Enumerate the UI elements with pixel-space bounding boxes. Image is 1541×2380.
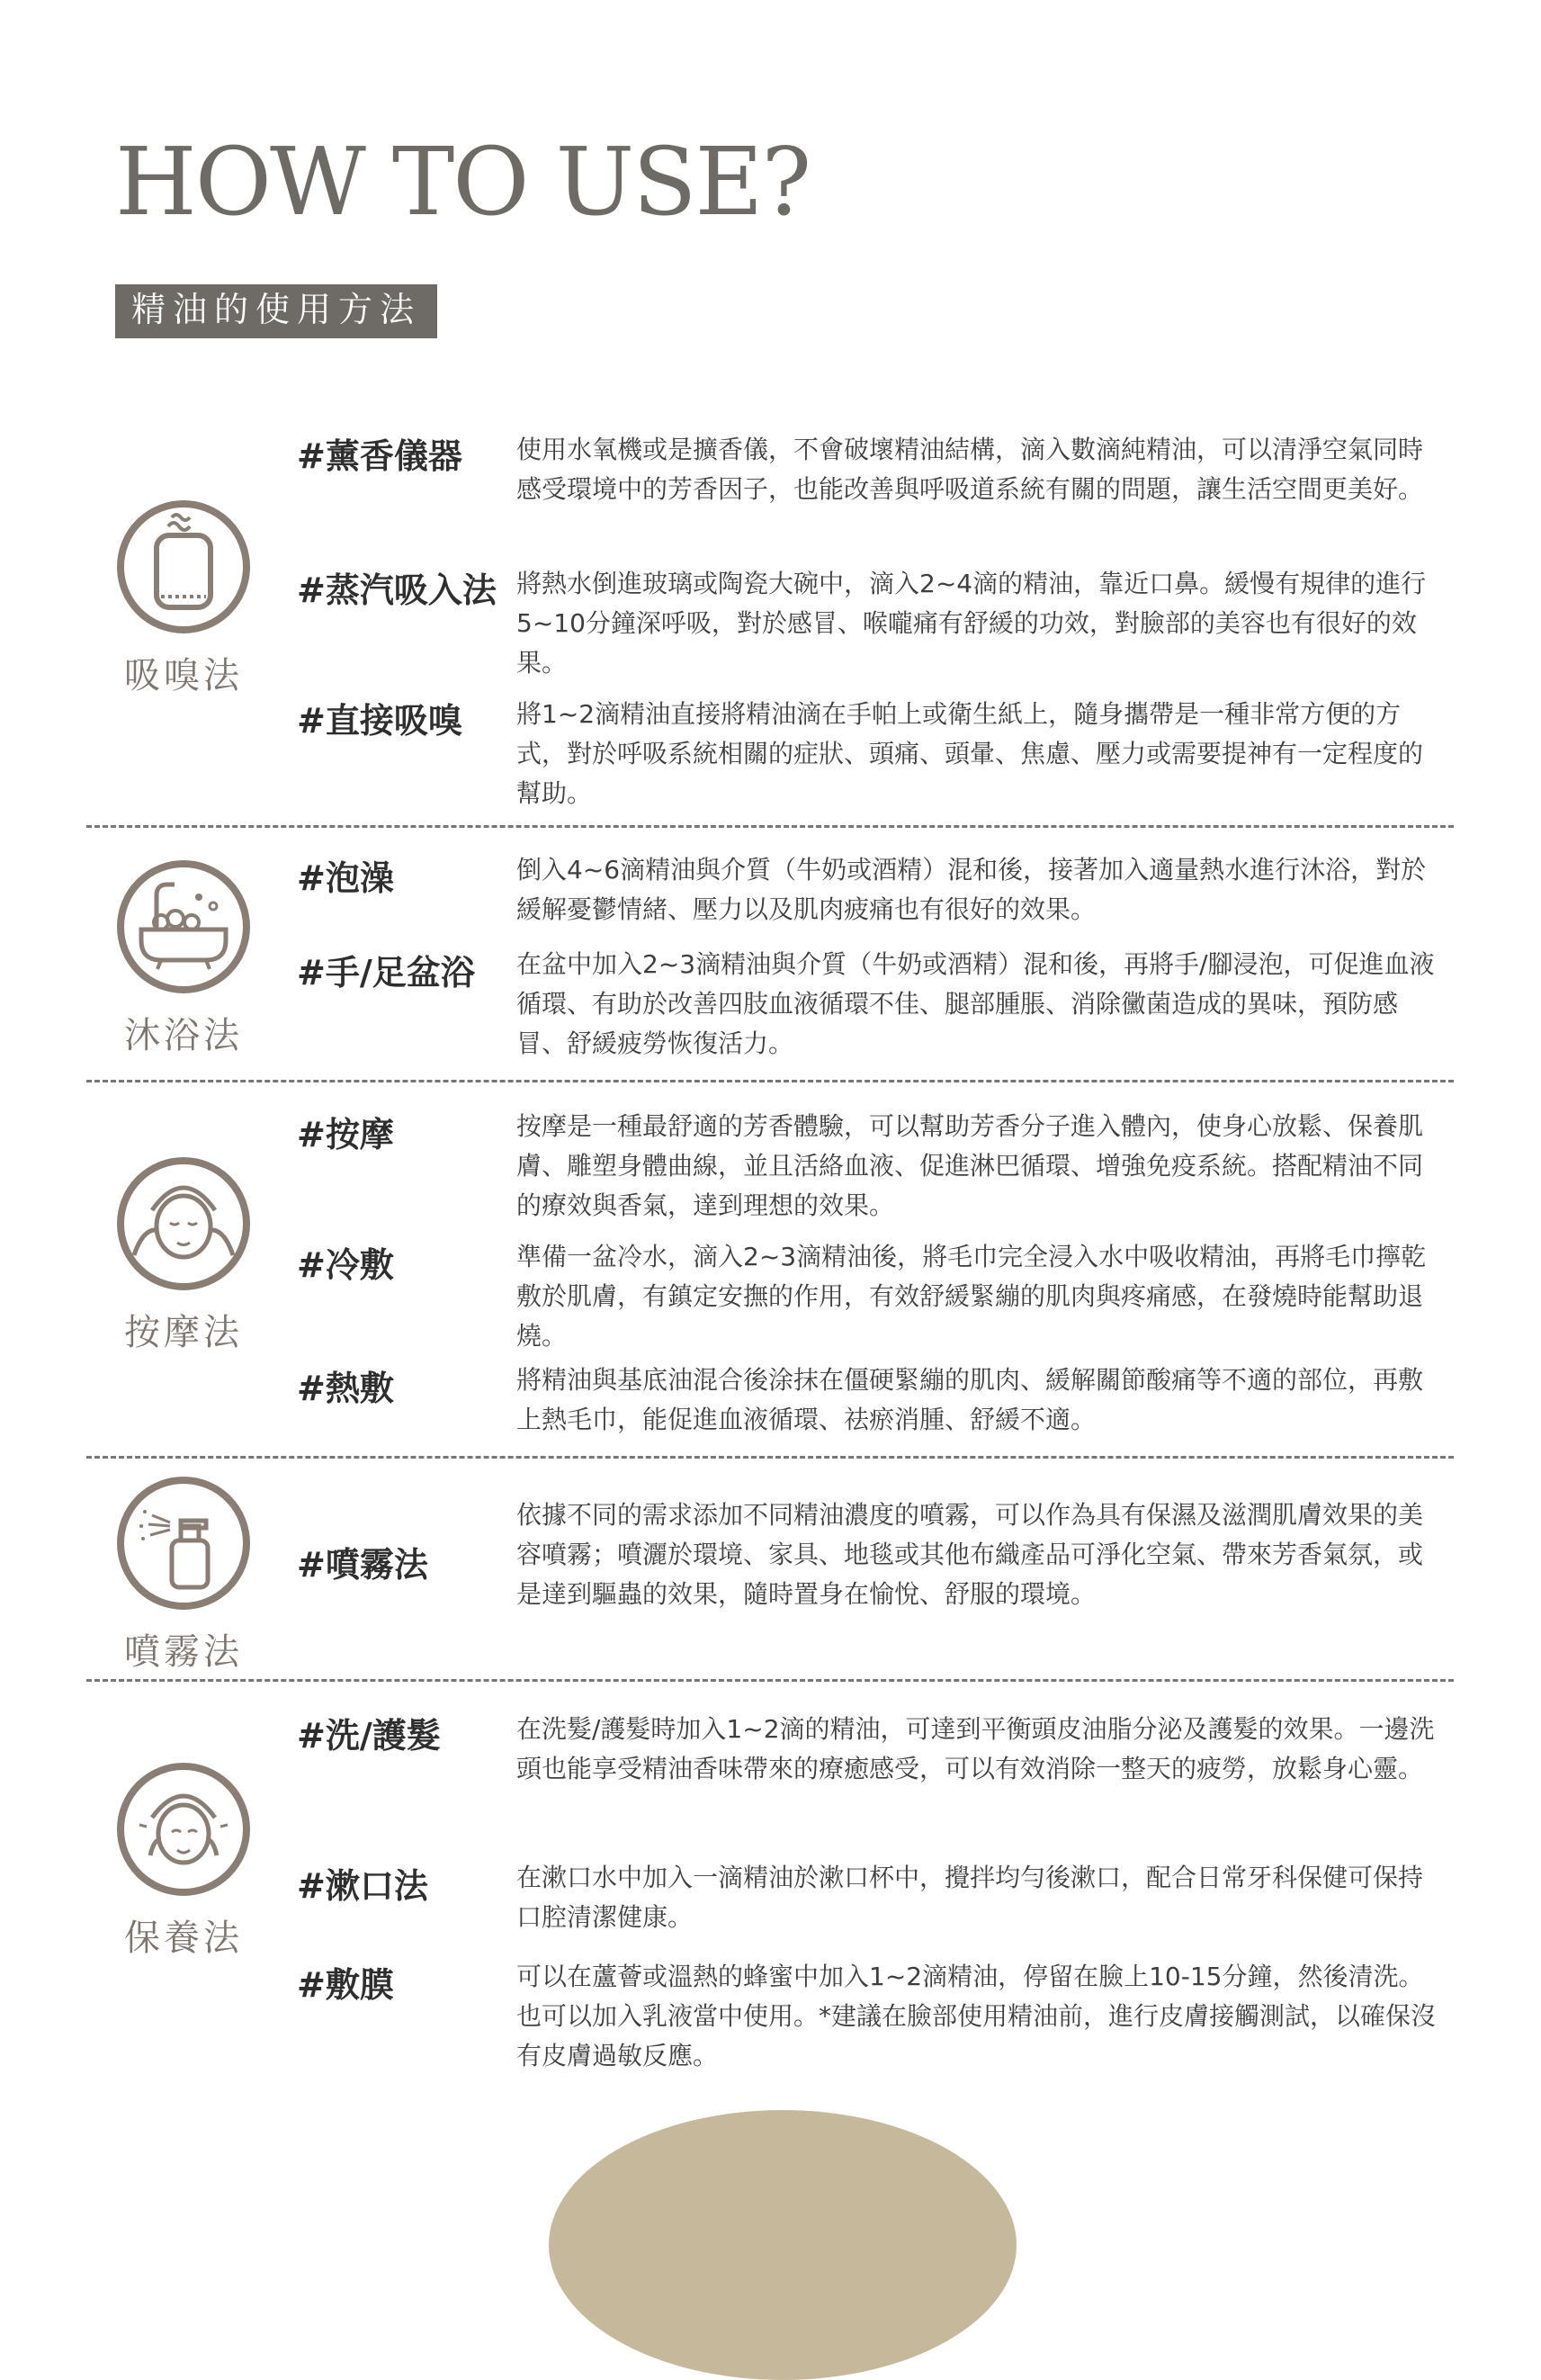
diffuser-icon	[116, 499, 251, 634]
item-title: #敷膜	[297, 1965, 394, 2005]
item-description: 將1~2滴精油直接將精油滴在手帕上或衛生紙上，隨身攜帶是一種非常方便的方式，對於呼吸系統相關的症狀、頭痛、頭暈、焦慮、壓力或需要提神有一定程度的幫助。	[516, 699, 1424, 808]
section-divider	[86, 825, 1454, 828]
item-title: #直接吸嗅	[297, 701, 462, 741]
item-description: 在洗髮/護髮時加入1~2滴的精油，可達到平衡頭皮油脂分泌及護髮的效果。一邊洗頭也能享受精油香味帶來的療癒感受，可以有效消除一整天的疲勞，放鬆身心靈。	[516, 1714, 1435, 1783]
item-title: #噴霧法	[297, 1545, 428, 1585]
item-title: #泡澡	[297, 858, 394, 898]
bathtub-icon	[116, 859, 251, 994]
item-description: 將精油與基底油混合後涂抹在僵硬緊繃的肌肉、緩解關節酸痛等不適的部位，再敷上熱毛巾，能促進血液循環、祛瘀消腫、舒緩不適。	[516, 1365, 1424, 1434]
face-care-icon	[116, 1762, 251, 1897]
section-divider	[86, 1679, 1454, 1682]
item-title: #手/足盆浴	[297, 953, 475, 992]
item-description: 在漱口水中加入一滴精油於漱口杯中，攪拌均勻後漱口，配合日常牙科保健可保持口腔清潔健康。	[516, 1863, 1424, 1932]
decorative-arc	[549, 2110, 1017, 2380]
item-title: #按摩	[297, 1115, 394, 1154]
item-title: #洗/護髮	[297, 1716, 441, 1756]
category-inhalation	[112, 499, 255, 698]
category-spray	[112, 1476, 255, 1675]
item-description: 依據不同的需求添加不同精油濃度的噴霧，可以作為具有保濕及滋潤肌膚效果的美容噴霧；噴灑於環境、家具、地毯或其他布織產品可淨化空氣、帶來芳香氣氛，或是達到驅蟲的效果，隨時置身在愉悅、舒服的環境。	[516, 1500, 1424, 1609]
item-description: 按摩是一種最舒適的芳香體驗，可以幫助芳香分子進入體內，使身心放鬆、保養肌膚、雕塑身體曲線，並且活絡血液、促進淋巴循環、增強免疫系統。搭配精油不同的療效與香氣，達到理想的效果。	[516, 1111, 1424, 1220]
category-label: 按摩法	[124, 1312, 243, 1353]
item-description: 使用水氧機或是擴香儀，不會破壞精油結構，滴入數滴純精油，可以清淨空氣同時感受環境中的芳香因子，也能改善與呼吸道系統有關的問題，讓生活空間更美好。	[516, 435, 1424, 504]
item-title: #蒸汽吸入法	[297, 570, 497, 610]
spray-bottle-icon	[116, 1476, 251, 1611]
category-label: 噴霧法	[124, 1631, 243, 1673]
section-divider	[86, 1080, 1454, 1082]
item-description: 在盆中加入2~3滴精油與介質（牛奶或酒精）混和後，再將手/腳浸泡，可促進血液循環、有助於改善四肢血液循環不佳、腿部腫脹、消除黴菌造成的異味，預防感冒、舒緩疲勞恢復活力。	[516, 949, 1435, 1058]
subtitle-badge: 精油的使用方法	[115, 284, 437, 338]
item-description: 準備一盆冷水，滴入2~3滴精油後，將毛巾完全浸入水中吸收精油，再將毛巾擰乾敷於肌膚，有鎮定安撫的作用，有效舒緩緊繃的肌肉與疼痛感，在發燒時能幫助退燒。	[516, 1242, 1427, 1351]
page-title: HOW TO USE?	[115, 127, 811, 237]
item-title: #薰香儀器	[297, 436, 462, 476]
item-title: #熱敷	[297, 1369, 394, 1408]
item-description: 倒入4~6滴精油與介質（牛奶或酒精）混和後，接著加入適量熱水進行沐浴，對於緩解憂鬱情緒、壓力以及肌肉疲痛也有很好的效果。	[516, 855, 1427, 924]
category-skincare	[112, 1762, 255, 1961]
category-label: 吸嗅法	[124, 655, 243, 696]
category-massage	[112, 1156, 255, 1355]
item-title: #冷敷	[297, 1245, 394, 1285]
item-description: 將熱水倒進玻璃或陶瓷大碗中，滴入2~4滴的精油，靠近口鼻。緩慢有規律的進行5~10分鐘深呼吸，對於感冒、喉嚨痛有舒緩的功效，對臉部的美容也有很好的效果。	[516, 569, 1427, 678]
section-divider	[86, 1456, 1454, 1459]
category-bath	[112, 859, 255, 1058]
item-title: #漱口法	[297, 1866, 428, 1906]
face-massage-icon	[116, 1156, 251, 1291]
item-description: 可以在蘆薈或溫熱的蜂蜜中加入1~2滴精油，停留在臉上10-15分鐘，然後清洗。也可以加入乳液當中使用。*建議在臉部使用精油前，進行皮膚接觸測試，以確保沒有皮膚過敏反應。	[516, 1962, 1437, 2070]
category-label: 沐浴法	[124, 1015, 243, 1056]
category-label: 保養法	[124, 1917, 243, 1959]
